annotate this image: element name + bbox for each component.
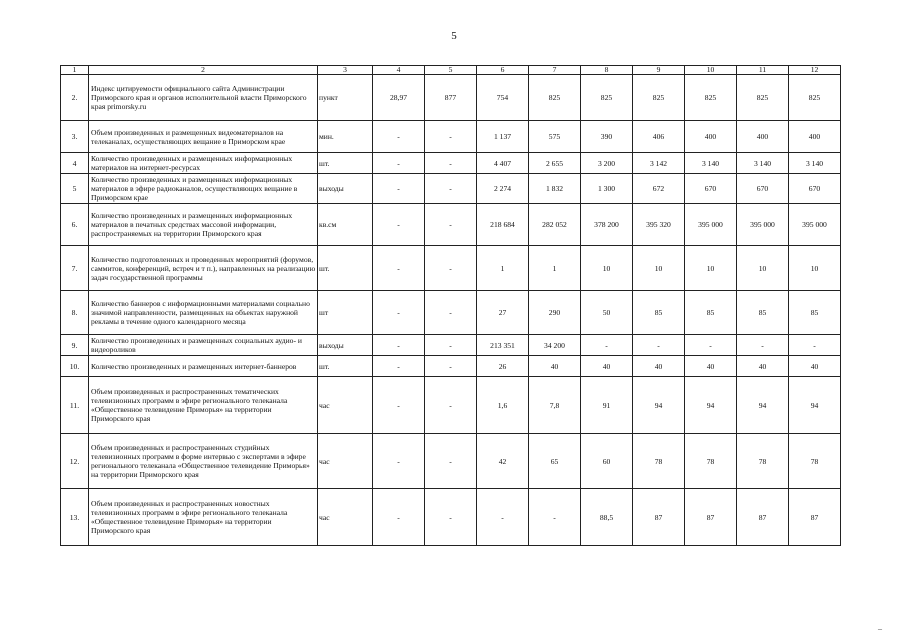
value-cell: -	[425, 356, 477, 377]
value-cell: 78	[789, 434, 841, 489]
value-cell: 290	[529, 291, 581, 335]
column-header: 11	[737, 66, 789, 75]
value-cell: 395 000	[737, 204, 789, 246]
value-cell: -	[425, 246, 477, 291]
table-row	[61, 75, 841, 121]
value-cell: 85	[685, 291, 737, 335]
value-cell: 1	[477, 246, 529, 291]
indicator-name: Количество произведенных и размещенных интернет-баннеров	[89, 356, 318, 377]
value-cell: 670	[789, 174, 841, 204]
value-cell: 282 052	[529, 204, 581, 246]
value-cell: 1 832	[529, 174, 581, 204]
column-header: 10	[685, 66, 737, 75]
table-row	[61, 291, 841, 335]
value-cell: 34 200	[529, 335, 581, 356]
value-cell: 60	[581, 434, 633, 489]
value-cell: -	[373, 335, 425, 356]
column-header: 12	[789, 66, 841, 75]
value-cell: -	[373, 246, 425, 291]
value-cell: -	[425, 335, 477, 356]
value-cell: 87	[685, 489, 737, 546]
value-cell: 825	[529, 75, 581, 121]
value-cell: 10	[737, 246, 789, 291]
value-cell: 88,5	[581, 489, 633, 546]
value-cell: 825	[581, 75, 633, 121]
value-cell: 400	[789, 121, 841, 153]
value-cell: 85	[737, 291, 789, 335]
unit-cell: час	[318, 489, 373, 546]
column-header: 4	[373, 66, 425, 75]
row-number: 5	[61, 174, 89, 204]
value-cell: 91	[581, 377, 633, 434]
value-cell: 40	[737, 356, 789, 377]
table-row	[61, 434, 841, 489]
value-cell: -	[373, 434, 425, 489]
value-cell: 825	[633, 75, 685, 121]
value-cell: 1	[529, 246, 581, 291]
indicator-name: Объем произведенных и размещенных видеоматериалов на телеканалах, осуществляющих вещание в Приморском крае	[89, 121, 318, 153]
value-cell: 2 274	[477, 174, 529, 204]
value-cell: 27	[477, 291, 529, 335]
indicator-name: Количество произведенных и размещенных информационных материалов в печатных средствах массовой информации, распространяемых на территории Приморского края	[89, 204, 318, 246]
unit-cell: кв.см	[318, 204, 373, 246]
row-number: 6.	[61, 204, 89, 246]
value-cell: 395 000	[685, 204, 737, 246]
table-row	[61, 356, 841, 377]
value-cell: 85	[789, 291, 841, 335]
unit-cell: шт.	[318, 153, 373, 174]
value-cell: -	[373, 489, 425, 546]
indicator-name: Объем произведенных и распространенных студийных телевизионных программ в форме интервью с экспертами в эфире регионального телеканала «Общественное телевидение Приморья» на территории Приморского края	[89, 434, 318, 489]
value-cell: 4 407	[477, 153, 529, 174]
column-header: 8	[581, 66, 633, 75]
value-cell: -	[425, 489, 477, 546]
value-cell: -	[373, 121, 425, 153]
value-cell: -	[425, 174, 477, 204]
indicator-name: Количество произведенных и размещенных социальных аудио- и видеороликов	[89, 335, 318, 356]
page-number: 5	[451, 30, 457, 42]
row-number: 11.	[61, 377, 89, 434]
table-row	[61, 489, 841, 546]
value-cell: 78	[685, 434, 737, 489]
row-number: 2.	[61, 75, 89, 121]
value-cell: 40	[685, 356, 737, 377]
unit-cell: выходы	[318, 174, 373, 204]
value-cell: 94	[633, 377, 685, 434]
value-cell: -	[373, 153, 425, 174]
value-cell: 575	[529, 121, 581, 153]
column-number-row	[61, 66, 841, 75]
value-cell: 3 140	[685, 153, 737, 174]
value-cell: 10	[685, 246, 737, 291]
value-cell: 378 200	[581, 204, 633, 246]
value-cell: -	[685, 335, 737, 356]
column-header: 5	[425, 66, 477, 75]
indicator-name: Количество произведенных и размещенных информационных материалов на интернет-ресурсах	[89, 153, 318, 174]
value-cell: -	[581, 335, 633, 356]
indicator-name: Индекс цитируемости официального сайта Администрации Приморского края и органов исполнительной власти Приморского края primorsky.ru	[89, 75, 318, 121]
unit-cell: шт	[318, 291, 373, 335]
value-cell: 877	[425, 75, 477, 121]
indicator-name: Количество подготовленных и проведенных мероприятий (форумов, саммитов, конференций, встреч и т п.), направленных на реализацию задач государственной программы	[89, 246, 318, 291]
value-cell: 42	[477, 434, 529, 489]
value-cell: 400	[737, 121, 789, 153]
unit-cell: час	[318, 434, 373, 489]
value-cell: 7,8	[529, 377, 581, 434]
table-row	[61, 204, 841, 246]
value-cell: 1 137	[477, 121, 529, 153]
row-number: 12.	[61, 434, 89, 489]
value-cell: 218 684	[477, 204, 529, 246]
row-number: 13.	[61, 489, 89, 546]
value-cell: 87	[633, 489, 685, 546]
value-cell: -	[425, 377, 477, 434]
unit-cell: пункт	[318, 75, 373, 121]
value-cell: -	[373, 204, 425, 246]
indicator-name: Количество произведенных и размещенных информационных материалов в эфире радиоканалов, осуществляющих вещание в Приморском крае	[89, 174, 318, 204]
value-cell: 3 142	[633, 153, 685, 174]
row-number: 7.	[61, 246, 89, 291]
value-cell: 10	[581, 246, 633, 291]
value-cell: 395 320	[633, 204, 685, 246]
indicator-name: Количество баннеров с информационными материалами социально значимой направленности, размещенных на объектах наружной рекламы в течение одного календарного месяца	[89, 291, 318, 335]
table-row	[61, 246, 841, 291]
value-cell: -	[373, 291, 425, 335]
value-cell: 825	[685, 75, 737, 121]
value-cell: 672	[633, 174, 685, 204]
column-header: 6	[477, 66, 529, 75]
value-cell: 10	[633, 246, 685, 291]
table-row	[61, 153, 841, 174]
value-cell: 94	[685, 377, 737, 434]
value-cell: 3 140	[789, 153, 841, 174]
unit-cell: час	[318, 377, 373, 434]
table-row	[61, 121, 841, 153]
value-cell: 825	[789, 75, 841, 121]
value-cell: -	[425, 434, 477, 489]
indicators-table	[60, 65, 841, 546]
value-cell: 65	[529, 434, 581, 489]
value-cell: 390	[581, 121, 633, 153]
value-cell: 50	[581, 291, 633, 335]
value-cell: 825	[737, 75, 789, 121]
row-number: 8.	[61, 291, 89, 335]
value-cell: 670	[737, 174, 789, 204]
value-cell: 40	[789, 356, 841, 377]
column-header: 7	[529, 66, 581, 75]
unit-cell: мин.	[318, 121, 373, 153]
column-header: 1	[61, 66, 89, 75]
value-cell: -	[425, 291, 477, 335]
corner-mark: _	[878, 622, 882, 631]
value-cell: 400	[685, 121, 737, 153]
unit-cell: шт.	[318, 246, 373, 291]
value-cell: -	[477, 489, 529, 546]
value-cell: 78	[633, 434, 685, 489]
value-cell: -	[633, 335, 685, 356]
value-cell: 94	[789, 377, 841, 434]
row-number: 3.	[61, 121, 89, 153]
value-cell: -	[425, 121, 477, 153]
value-cell: 40	[581, 356, 633, 377]
value-cell: 3 140	[737, 153, 789, 174]
value-cell: -	[737, 335, 789, 356]
row-number: 10.	[61, 356, 89, 377]
value-cell: -	[373, 174, 425, 204]
value-cell: -	[425, 204, 477, 246]
value-cell: 10	[789, 246, 841, 291]
value-cell: 85	[633, 291, 685, 335]
value-cell: 87	[737, 489, 789, 546]
value-cell: 754	[477, 75, 529, 121]
value-cell: -	[373, 356, 425, 377]
value-cell: 406	[633, 121, 685, 153]
column-header: 9	[633, 66, 685, 75]
value-cell: 78	[737, 434, 789, 489]
value-cell: 1 300	[581, 174, 633, 204]
row-number: 9.	[61, 335, 89, 356]
value-cell: 395 000	[789, 204, 841, 246]
value-cell: -	[425, 153, 477, 174]
unit-cell: шт.	[318, 356, 373, 377]
value-cell: 94	[737, 377, 789, 434]
value-cell: -	[529, 489, 581, 546]
unit-cell: выходы	[318, 335, 373, 356]
value-cell: 213 351	[477, 335, 529, 356]
value-cell: 40	[633, 356, 685, 377]
value-cell: 87	[789, 489, 841, 546]
indicator-name: Объем произведенных и распространенных новостных телевизионных программ в эфире регионального телеканала «Общественное телевидение Приморья» на территории Приморского края	[89, 489, 318, 546]
value-cell: 3 200	[581, 153, 633, 174]
table-row	[61, 174, 841, 204]
indicator-name: Объем произведенных и распространенных тематических телевизионных программ в эфире регионального телеканала «Общественное телевидение Приморья» на территории Приморского края	[89, 377, 318, 434]
column-header: 3	[318, 66, 373, 75]
value-cell: 40	[529, 356, 581, 377]
value-cell: 2 655	[529, 153, 581, 174]
value-cell: 1,6	[477, 377, 529, 434]
value-cell: 28,97	[373, 75, 425, 121]
value-cell: -	[373, 377, 425, 434]
column-header: 2	[89, 66, 318, 75]
table-row	[61, 377, 841, 434]
table-row	[61, 335, 841, 356]
row-number: 4	[61, 153, 89, 174]
value-cell: 670	[685, 174, 737, 204]
value-cell: -	[789, 335, 841, 356]
value-cell: 26	[477, 356, 529, 377]
